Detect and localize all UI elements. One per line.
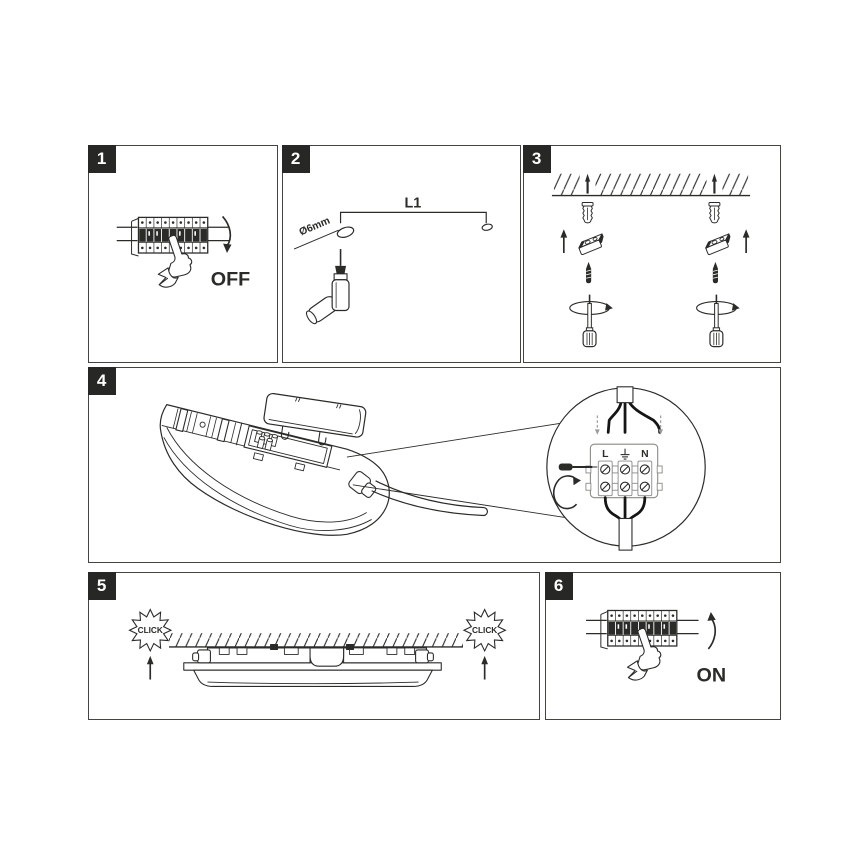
ceiling-hatch [169, 633, 463, 647]
cable-out [619, 518, 632, 550]
step-6-panel [545, 572, 781, 720]
terminal-label-live: L [602, 449, 609, 461]
drilling-illustration [283, 146, 520, 362]
clip-right [347, 645, 354, 650]
step-number-badge: 2 [282, 145, 310, 173]
hole-diameter-label: Ø6mm [297, 215, 332, 239]
clip-left [271, 645, 278, 650]
ceiling-fixing-illustration [524, 146, 780, 362]
step-number-badge: 4 [88, 367, 116, 395]
distance-label: L1 [404, 195, 422, 212]
drill-hole-left [336, 225, 355, 239]
breaker-off-illustration [89, 146, 277, 362]
mounting-illustration [89, 573, 539, 719]
cable-in [617, 387, 633, 403]
luminaire-profile [184, 645, 441, 687]
cable [376, 481, 484, 508]
step-4-panel [88, 367, 781, 563]
breaker-on-illustration [546, 573, 780, 719]
click-label-right: CLICK [472, 626, 498, 636]
drill-icon [304, 249, 349, 326]
step-number-badge: 6 [545, 572, 573, 600]
terminal-label-neutral: N [641, 449, 649, 461]
dimension-line [341, 212, 487, 223]
zoom-leader-top [347, 423, 560, 457]
drill-hole-right [482, 223, 493, 231]
rotate-on-arrow [708, 618, 715, 649]
off-label: OFF [210, 268, 251, 291]
step-5-panel [88, 572, 540, 720]
step-number-badge: 3 [523, 145, 551, 173]
click-label-left: CLICK [137, 626, 163, 636]
step-1-panel [88, 145, 278, 363]
step-3-panel [523, 145, 781, 363]
step-2-panel [282, 145, 521, 363]
wiring-illustration [89, 368, 780, 562]
rotate-off-arrow [223, 216, 231, 246]
step-number-badge: 5 [88, 572, 116, 600]
step-number-badge: 1 [88, 145, 116, 173]
on-label: ON [696, 664, 727, 687]
